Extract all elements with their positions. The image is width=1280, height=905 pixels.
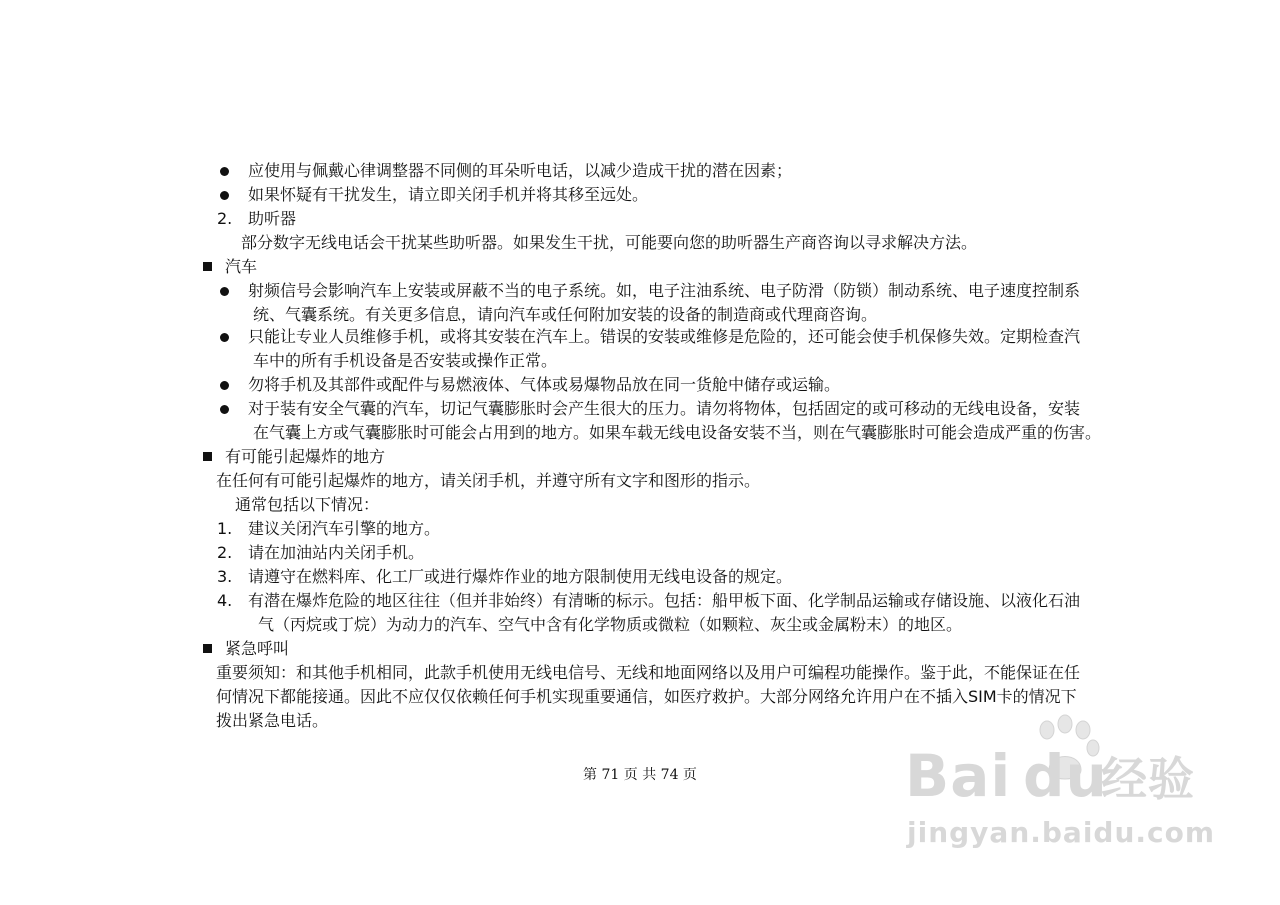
bullet-dot xyxy=(220,405,229,414)
watermark-brand-cn: 经验 xyxy=(1101,752,1195,806)
section-square-bullet xyxy=(203,452,212,461)
text-line: 请在加油站内关闭手机。 xyxy=(248,543,425,562)
text-line: 请遵守在燃料库、化工厂或进行爆炸作业的地方限制使用无线电设备的规定。 xyxy=(248,567,793,586)
text-line: 勿将手机及其部件或配件与易燃液体、气体或易爆物品放在同一货舱中储存或运输。 xyxy=(248,375,841,394)
baidu-watermark xyxy=(905,712,1216,862)
text-line: 只能让专业人员维修手机，或将其安装在汽车上。错误的安装或维修是危险的，还可能会使手机保修失效。定期检查汽 xyxy=(248,327,1081,346)
text-line: 在任何有可能引起爆炸的地方，请关闭手机，并遵守所有文字和图形的指示。 xyxy=(216,471,761,490)
page-footer: 第 71 页 共 74 页 xyxy=(583,767,697,783)
text-line: 统、气囊系统。有关更多信息，请向汽车或任何附加安装的设备的制造商或代理商咨询。 xyxy=(253,305,878,324)
text-line: 如果怀疑有干扰发生，请立即关闭手机并将其移至远处。 xyxy=(248,185,649,204)
text-line: 何情况下都能接通。因此不应仅仅依赖任何手机实现重要通信，如医疗救护。大部分网络允许用户在不插入SIM卡的情况下 xyxy=(216,687,1077,706)
text-line: 拨出紧急电话。 xyxy=(216,711,329,730)
bullet-dot xyxy=(220,287,229,296)
bullet-dot xyxy=(220,381,229,390)
list-number: 2. xyxy=(217,543,233,562)
text-line: 建议关闭汽车引擎的地方。 xyxy=(248,519,441,538)
subheading: 助听器 xyxy=(248,209,297,228)
watermark-url: jingyan.baidu.com xyxy=(907,816,1216,849)
text-line: 有潜在爆炸危险的地区往往（但并非始终）有清晰的标示。包括：船甲板下面、化学制品运输或存储设施、以液化石油 xyxy=(248,591,1081,610)
watermark-brand-du: du xyxy=(1023,742,1108,810)
section-heading: 有可能引起爆炸的地方 xyxy=(225,447,386,466)
section-square-bullet xyxy=(203,262,212,271)
text-line: 应使用与佩戴心律调整器不同侧的耳朵听电话，以减少造成干扰的潜在因素； xyxy=(248,161,793,180)
bullet-dot xyxy=(220,191,229,200)
section-heading: 紧急呼叫 xyxy=(225,639,290,658)
text-line: 射频信号会影响汽车上安装或屏蔽不当的电子系统。如，电子注油系统、电子防滑（防锁）制动系统、电子速度控制系 xyxy=(248,281,1081,300)
text-line: 通常包括以下情况： xyxy=(235,495,380,514)
section-square-bullet xyxy=(203,644,212,653)
list-number: 2. xyxy=(217,209,233,228)
text-line: 气（丙烷或丁烷）为动力的汽车、空气中含有化学物质或微粒（如颗粒、灰尘或金属粉末）的地区。 xyxy=(258,615,963,634)
text-line: 车中的所有手机设备是否安装或操作正常。 xyxy=(253,351,558,370)
bullet-dot xyxy=(220,167,229,176)
section-heading: 汽车 xyxy=(225,257,258,276)
text-line: 在气囊上方或气囊膨胀时可能会占用到的地方。如果车载无线电设备安装不当，则在气囊膨胀时可能会造成严重的伤害。 xyxy=(253,423,1102,442)
text-line: 对于装有安全气囊的汽车，切记气囊膨胀时会产生很大的压力。请勿将物体，包括固定的或可移动的无线电设备，安装 xyxy=(248,399,1081,418)
list-number: 3. xyxy=(217,567,233,586)
bullet-dot xyxy=(220,333,229,342)
watermark-brand: Bai xyxy=(905,742,1012,810)
text-line: 重要须知：和其他手机相同，此款手机使用无线电信号、无线和地面网络以及用户可编程功能操作。鉴于此，不能保证在任 xyxy=(216,663,1081,682)
list-number: 1. xyxy=(217,519,233,538)
text-line: 部分数字无线电话会干扰某些助听器。如果发生干扰，可能要向您的助听器生产商咨询以寻求解决方法。 xyxy=(241,233,978,252)
list-number: 4. xyxy=(217,591,233,610)
